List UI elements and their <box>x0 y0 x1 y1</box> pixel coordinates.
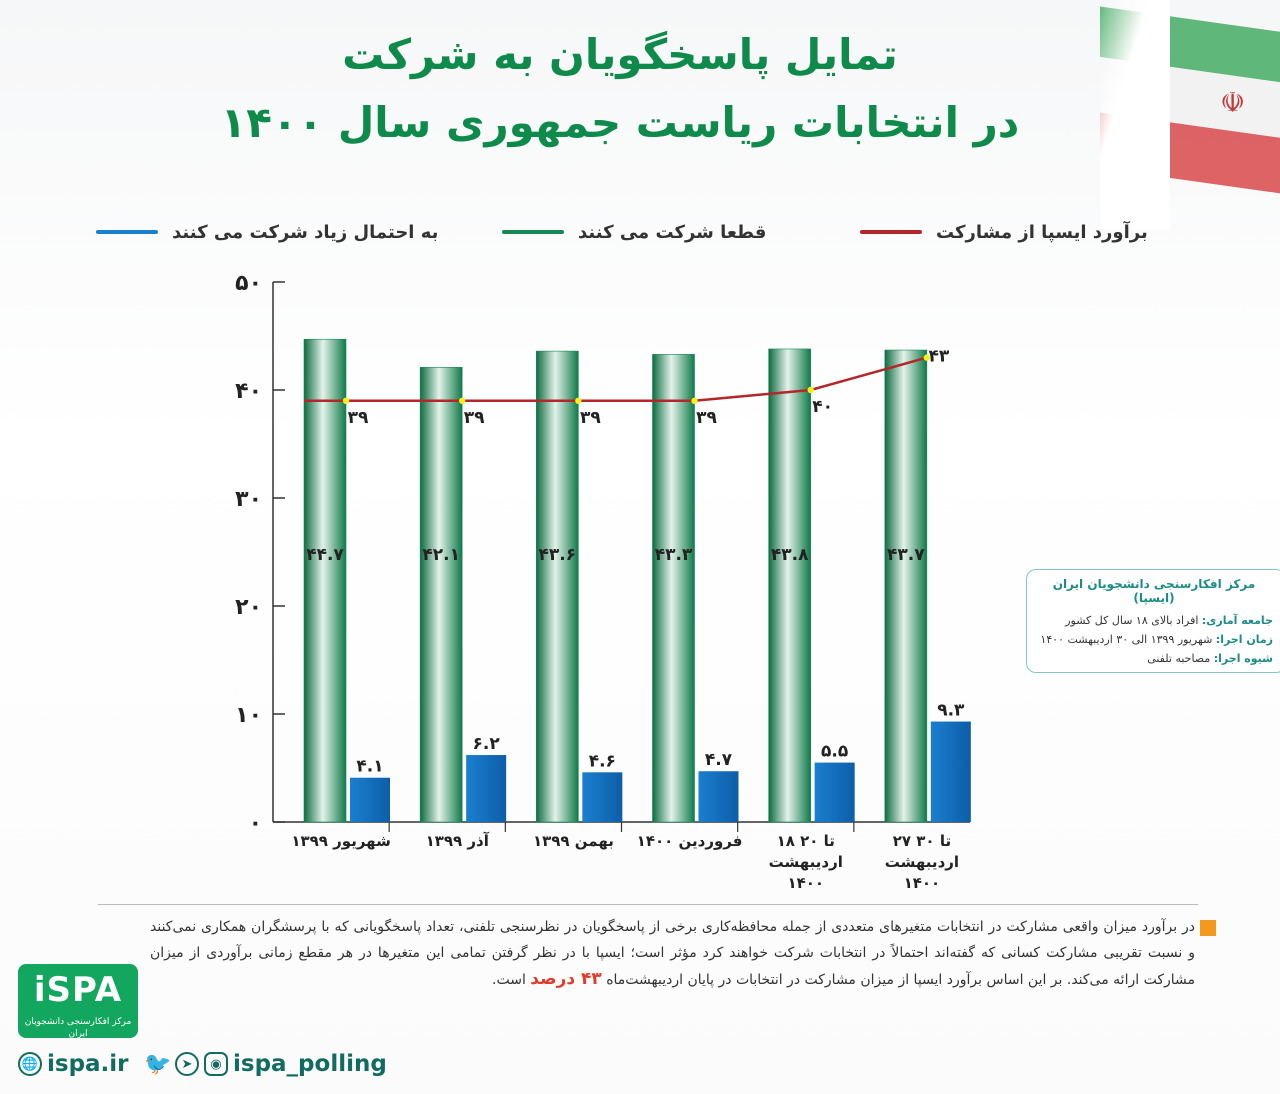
y-tick-label: ۱۰ <box>235 703 262 728</box>
x-tick-label: آذر ۱۳۹۹ <box>425 832 489 850</box>
footnote-suffix: است. <box>492 972 526 988</box>
x-tick-label: فروردین ۱۴۰۰ <box>636 832 743 850</box>
telegram-icon: ➤ <box>175 1052 199 1076</box>
y-tick-label: ۲۰ <box>235 595 262 620</box>
bar-likely <box>582 772 622 822</box>
estimate-label: ۳۹ <box>696 407 717 428</box>
bar-definite-label: ۴۳.۷ <box>887 545 925 565</box>
bar-likely <box>466 755 506 822</box>
bar-definite-label: ۴۳.۶ <box>538 545 577 565</box>
estimate-line <box>304 358 927 401</box>
y-tick-label: ۳۰ <box>235 487 262 512</box>
y-tick-label: ۴۰ <box>235 379 262 404</box>
info-heading: مرکز افکارسنجی دانشجویان ایران (ایسپا) <box>1052 577 1256 605</box>
info-key: شیوه اجرا: <box>1213 652 1273 665</box>
info-value: شهریور ۱۳۹۹ الی ۳۰ اردیبهشت ۱۴۰۰ <box>1040 633 1213 646</box>
bar-definite <box>769 349 811 822</box>
bar-likely <box>931 722 971 822</box>
bar-definite <box>653 354 695 822</box>
divider <box>98 904 1198 905</box>
estimate-point <box>343 398 349 404</box>
estimate-point <box>459 398 465 404</box>
bar-definite-label: ۴۳.۳ <box>654 545 693 565</box>
x-tick-label: بهمن ۱۳۹۹ <box>532 832 614 850</box>
estimate-label: ۳۹ <box>579 407 601 428</box>
legend-likely-label: به احتمال زیاد شرکت می کنند <box>172 221 439 243</box>
x-tick-label: اردیبهشت <box>768 853 843 871</box>
bar-definite <box>885 350 927 822</box>
info-row-time <box>1035 630 1273 649</box>
x-tick-label: ۱۸ تا ۲۰ <box>776 832 835 850</box>
estimate-point <box>575 398 581 404</box>
note-bullet-icon <box>1200 920 1216 936</box>
y-tick-label: ۰ <box>248 811 262 836</box>
bar-definite <box>420 367 462 822</box>
bar-likely-label: ۹.۳ <box>937 700 965 721</box>
bar-likely-label: ۵.۵ <box>821 741 849 762</box>
bar-likely-label: ۴.۶ <box>588 751 616 772</box>
svg-text:☫: ☫ <box>1220 86 1246 119</box>
y-tick-label: ۵۰ <box>235 271 262 296</box>
social-handle: ispa_polling <box>233 1051 387 1077</box>
footnote <box>150 914 1195 993</box>
instagram-icon: ◉ <box>204 1052 228 1076</box>
bar-likely-label: ۶.۲ <box>472 734 500 755</box>
estimate-label: ۳۹ <box>347 407 369 428</box>
footnote-text: در برآورد میزان واقعی مشارکت در انتخابات متغیرهای متعددی از جمله محافظه‌کاری برخی از پاسخگویان در نظرسنجی تلفنی، تعداد پاسخگویانی که با پرسشگران همکاری نمی‌کنند و نسبت تقریبی مشارکت کسانی که گفته‌اند احتمالاً در انتخابات شرکت خواهند کرد مؤثر است؛ ایسپا با در نظر گرفتن تمامی این متغیرها در هر مقطع زمانی برآوردی از میزان مشارکت ارائه می‌کند. بر این اساس برآورد ایسپا از میزان مشارکت در انتخابات در پایان اردیبهشت‌ماه <box>150 919 1195 988</box>
bar-definite <box>304 339 346 822</box>
ispa-logo <box>18 964 138 1038</box>
bar-definite-label: ۴۲.۱ <box>422 545 460 565</box>
info-row-method <box>1035 649 1273 668</box>
footer-website[interactable] <box>18 1050 129 1078</box>
info-row-population <box>1035 611 1273 630</box>
x-tick-label: ۱۴۰۰ <box>787 874 825 892</box>
website-text: ispa.ir <box>47 1051 129 1077</box>
footer-social[interactable] <box>146 1050 387 1078</box>
bar-likely <box>699 771 739 822</box>
survey-info-box <box>1026 569 1280 673</box>
bar-definite-label: ۴۳.۸ <box>770 545 809 565</box>
bar-likely <box>350 778 390 822</box>
info-value: افراد بالای ۱۸ سال کل کشور <box>1065 614 1199 627</box>
bar-likely <box>815 763 855 822</box>
estimate-label: ۴۰ <box>812 397 834 417</box>
bar-likely-label: ۴.۷ <box>704 750 733 771</box>
x-tick-label: ۱۴۰۰ <box>903 874 941 892</box>
x-tick-label: شهریور ۱۳۹۹ <box>291 832 391 850</box>
footnote-highlight: ۴۳ درصد <box>530 969 602 989</box>
logo-text: iSPA <box>33 970 123 1010</box>
estimate-point <box>807 387 813 393</box>
logo-subtext: مرکز افکارسنجی دانشجویان ایران <box>24 1017 132 1039</box>
chart-title-line1: تمایل پاسخگویان به شرکت <box>342 30 898 79</box>
bar-likely-label: ۴.۱ <box>356 756 384 777</box>
info-key: زمان اجرا: <box>1215 633 1273 646</box>
info-key: جامعه آماری: <box>1201 614 1273 627</box>
globe-icon: 🌐 <box>18 1052 42 1076</box>
legend-definite-label: قطعا شرکت می کنند <box>578 221 767 243</box>
legend-estimate-label: برآورد ایسپا از مشارکت <box>936 221 1148 243</box>
twitter-icon: 🐦 <box>144 1051 172 1077</box>
chart-title-line2: در انتخابات ریاست جمهوری سال ۱۴۰۰ <box>220 98 1020 147</box>
info-value: مصاحبه تلفنی <box>1147 652 1211 665</box>
estimate-label: ۳۹ <box>463 407 485 428</box>
estimate-point <box>691 398 697 404</box>
bar-definite <box>536 351 578 822</box>
bar-definite-label: ۴۴.۷ <box>306 545 344 565</box>
x-tick-label: ۲۷ تا ۳۰ <box>892 832 952 850</box>
estimate-label: ۴۳ <box>928 346 950 367</box>
x-tick-label: اردیبهشت <box>884 853 960 871</box>
